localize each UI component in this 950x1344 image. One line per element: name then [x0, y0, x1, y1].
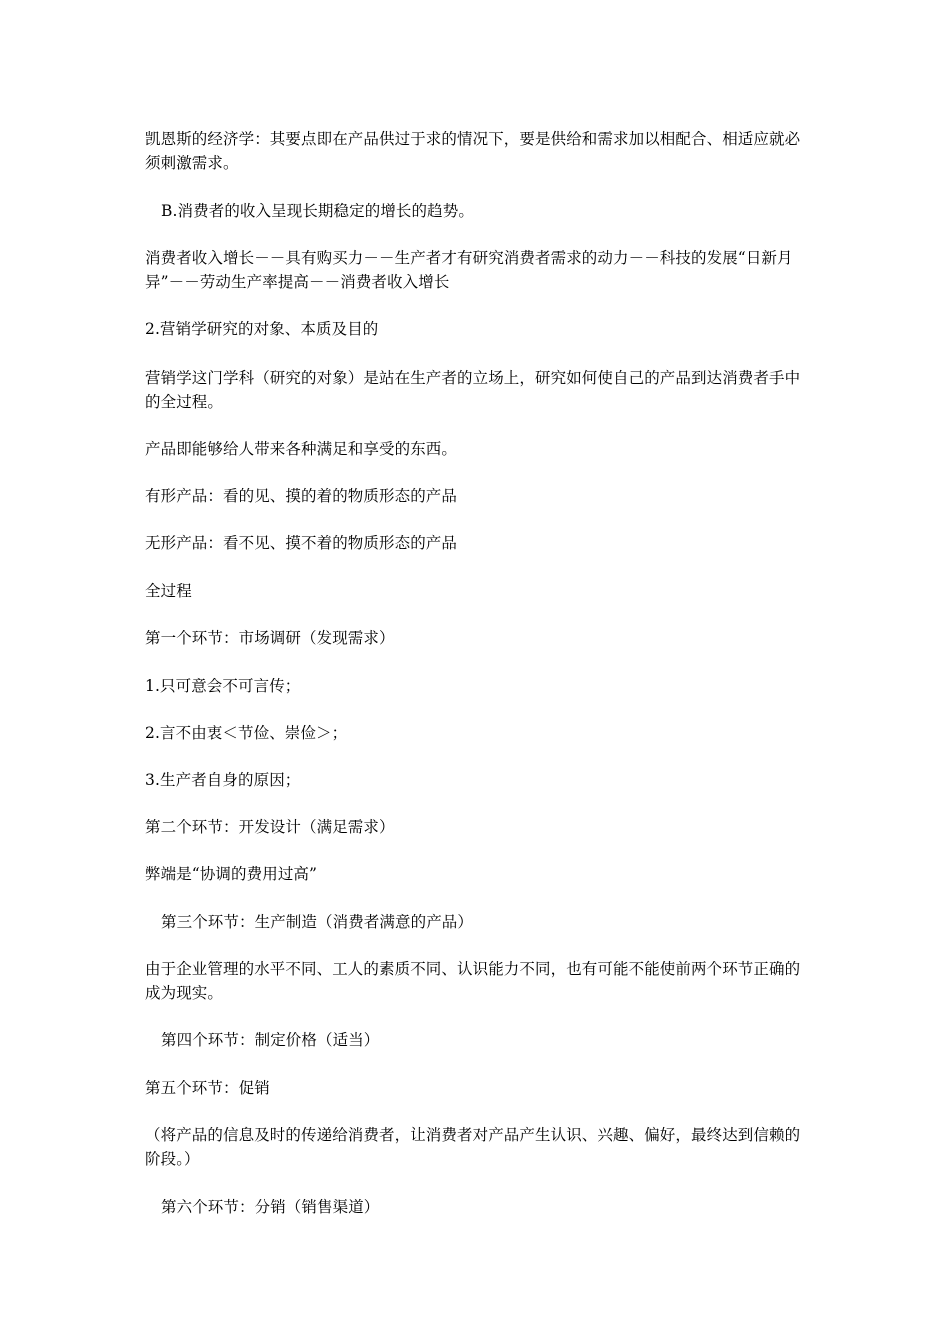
paragraph-promotion-note: （将产品的信息及时的传递给消费者，让消费者对产品产生认识、兴趣、偏好，最终达到信赖的阶段。）	[145, 1126, 801, 1168]
paragraph-income-chain: 消费者收入增长－－具有购买力－－生产者才有研究消费者需求的动力－－科技的发展“日新月异”－－劳动生产率提高－－消费者收入增长	[145, 249, 793, 291]
paragraph-step-5: 第五个环节：促销	[145, 1079, 270, 1097]
paragraph-management: 由于企业管理的水平不同、工人的素质不同、认识能力不同，也有可能不能使前两个环节正确的成为现实。	[145, 960, 801, 1002]
paragraph-step-6: 第六个环节：分销（销售渠道）	[161, 1198, 380, 1216]
paragraph-tangible: 有形产品：看的见、摸的着的物质形态的产品	[145, 487, 458, 505]
list-item-reason-2: 2.言不由衷＜节俭、崇俭＞；	[145, 724, 348, 742]
paragraph-intangible: 无形产品：看不见、摸不着的物质形态的产品	[145, 534, 458, 552]
list-item-reason-3: 3.生产者自身的原因；	[145, 771, 301, 789]
paragraph-product-definition: 产品即能够给人带来各种满足和享受的东西。	[145, 440, 458, 458]
paragraph-whole-process: 全过程	[145, 582, 192, 600]
paragraph-object: 营销学这门学科（研究的对象）是站在生产者的立场上，研究如何使自己的产品到达消费者手中的全过程。	[145, 369, 801, 411]
paragraph-step-4: 第四个环节：制定价格（适当）	[161, 1031, 380, 1049]
section-heading-2: 2.营销学研究的对象、本质及目的	[145, 320, 379, 338]
paragraph-step-1: 第一个环节：市场调研（发现需求）	[145, 629, 395, 647]
paragraph-keynes: 凯恩斯的经济学：其要点即在产品供过于求的情况下，要是供给和需求加以相配合、相适应就必须刺激需求。	[145, 130, 801, 172]
paragraph-drawback: 弊端是“协调的费用过高”	[145, 865, 318, 883]
paragraph-b-income: B.消费者的收入呈现长期稳定的增长的趋势。	[161, 202, 474, 220]
paragraph-step-3: 第三个环节：生产制造（消费者满意的产品）	[161, 913, 474, 931]
list-item-reason-1: 1.只可意会不可言传；	[145, 677, 301, 695]
paragraph-step-2: 第二个环节：开发设计（满足需求）	[145, 818, 395, 836]
